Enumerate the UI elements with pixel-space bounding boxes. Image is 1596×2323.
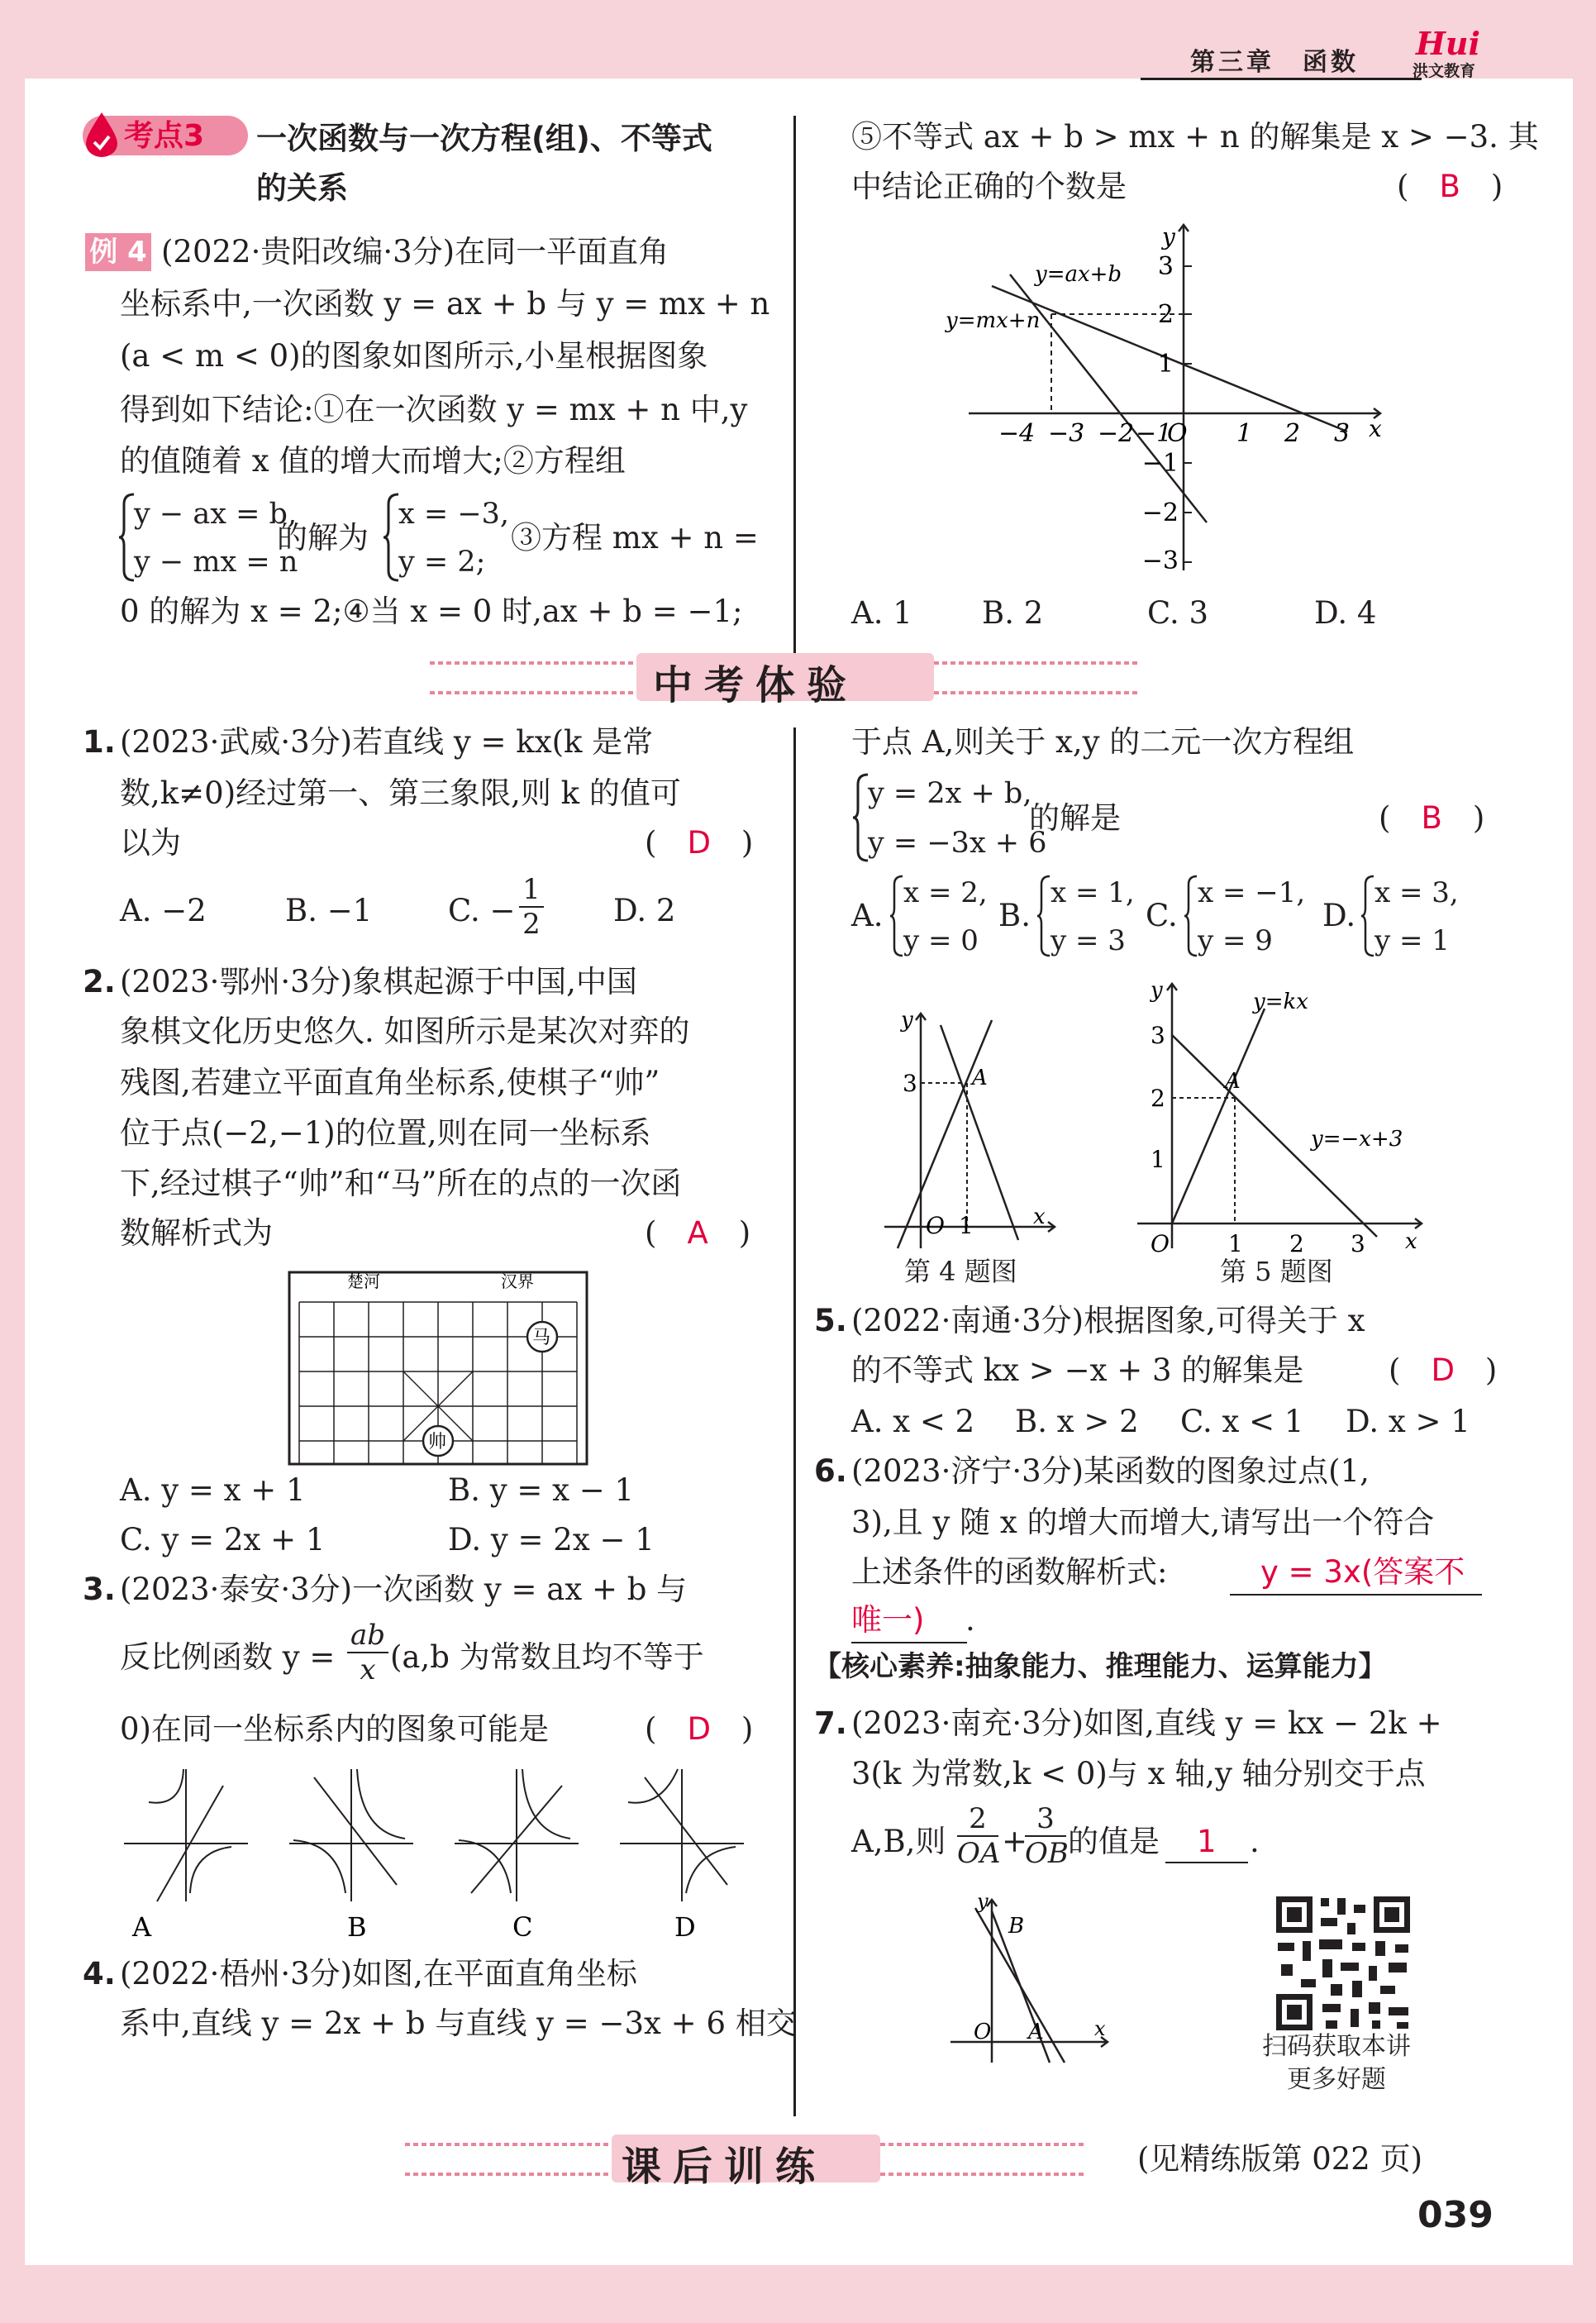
q4-answer: B xyxy=(1421,800,1442,836)
q3-label-b: B xyxy=(347,1911,367,1943)
q4-line1: (2022·梧州·3分)如图,在平面直角坐标 xyxy=(120,1956,637,1991)
q2-option-a[interactable]: A. y = x + 1 xyxy=(120,1472,306,1508)
section2-bar-left xyxy=(405,2143,612,2146)
q7-y-label: y xyxy=(977,1893,989,1913)
publisher-logo xyxy=(1409,23,1500,81)
q1-option-d[interactable]: D. 2 xyxy=(613,893,676,928)
q7-number: 7. xyxy=(814,1705,847,1741)
q6-answer-part2: 唯一) xyxy=(851,1602,925,1638)
ex4-line1: (2022·贵阳改编·3分)在同一平面直角 xyxy=(161,234,669,270)
xtick-2: 2 xyxy=(1284,419,1301,448)
q3-frac xyxy=(347,1619,388,1686)
q1-option-b[interactable]: B. −1 xyxy=(285,893,373,928)
q6-answer-part1: y = 3x(答案不 xyxy=(1260,1554,1465,1590)
q4-option-c-bot: y = 9 xyxy=(1198,924,1273,957)
q5-answer: D xyxy=(1431,1352,1455,1388)
ex4-line3: (a < m < 0)的图象如图所示,小星根据图象 xyxy=(120,338,708,374)
xtick-neg2: −2 xyxy=(1098,419,1135,448)
ytick-neg1: −1 xyxy=(1141,449,1179,478)
q3-label-a: A xyxy=(132,1911,152,1943)
q7-point-b: B xyxy=(1008,1914,1025,1939)
logo-text: Hui xyxy=(1416,25,1480,62)
qr-caption-line2: 更多好题 xyxy=(1287,2065,1386,2094)
q4-option-a-top: x = 2, xyxy=(903,876,988,909)
q7-underline xyxy=(1165,1862,1248,1863)
q7-point-a: A xyxy=(1028,2020,1044,2044)
q2-line2: 象棋文化历史悠久. 如图所示是某次对弈的 xyxy=(120,1014,690,1049)
ex4-option-b[interactable]: B. 2 xyxy=(982,595,1044,631)
chess-board-figure xyxy=(281,1269,595,1467)
graph-q4 xyxy=(860,1000,1058,1257)
q1-frac-num: 1 xyxy=(522,873,541,906)
q5-option-d[interactable]: D. x > 1 xyxy=(1346,1404,1470,1439)
ex4-line5: 的值随着 x 值的增大而增大;②方程组 xyxy=(120,443,626,479)
q2-line3: 残图,若建立平面直角坐标系,使棋子“帅” xyxy=(120,1065,660,1100)
ex4-line4: 得到如下结论:①在一次函数 y = mx + n 中,y xyxy=(120,392,748,427)
q6-number: 6. xyxy=(814,1453,847,1489)
q3-line2b: (a,b 为常数且均不等于 xyxy=(390,1639,704,1675)
section1-bar-right2 xyxy=(934,691,1141,694)
left-pink-band xyxy=(0,0,25,2323)
q4-option-c-letter: C. xyxy=(1146,898,1178,933)
q4-option-b-top: x = 1, xyxy=(1051,876,1135,909)
qr-caption-line1: 扫码获取本讲 xyxy=(1262,2032,1411,2061)
q7-origin: O xyxy=(974,2020,992,2044)
ex4-option-d[interactable]: D. 4 xyxy=(1314,595,1377,631)
q3-label-c: C xyxy=(512,1911,533,1943)
q3-label-d: D xyxy=(674,1911,696,1943)
q5-x-label: x xyxy=(1405,1229,1417,1254)
q4-sys-bot: y = −3x + 6 xyxy=(868,827,1047,860)
q7-frac2 xyxy=(1025,1802,1069,1870)
q2-line5: 下,经过棋子“帅”和“马”所在的点的一次函 xyxy=(120,1166,682,1201)
q6-underline1 xyxy=(1230,1594,1482,1596)
q4-option-b-bot: y = 3 xyxy=(1051,924,1126,957)
q4-y-label: y xyxy=(901,1008,913,1033)
q1-answer-paren: ( D ) xyxy=(645,825,754,861)
ytick-neg2: −2 xyxy=(1141,498,1179,527)
q5-xtick-1: 1 xyxy=(1228,1230,1243,1257)
ex4-sys-tail: ③方程 mx + n = xyxy=(511,520,759,556)
y-label: y xyxy=(1162,223,1175,250)
q5-label-kx: y=kx xyxy=(1253,990,1308,1014)
q4-line2: 系中,直线 y = 2x + b 与直线 y = −3x + 6 相交 xyxy=(120,2006,797,2041)
q5-xtick-3: 3 xyxy=(1351,1230,1365,1257)
section1-bar-right xyxy=(934,661,1141,665)
q2-line6: 数解析式为 xyxy=(120,1215,273,1251)
q1-line3: 以为 xyxy=(120,825,181,861)
q2-option-b[interactable]: B. y = x − 1 xyxy=(448,1472,635,1508)
q5-y-label: y xyxy=(1151,978,1163,1003)
origin-label: O xyxy=(1167,419,1188,448)
q4-option-a-letter: A. xyxy=(851,898,884,933)
label-mx-n: y=mx+n xyxy=(946,308,1041,333)
q3-answer-paren: ( D ) xyxy=(645,1711,754,1747)
river-left: 楚河 xyxy=(347,1271,380,1291)
right-pink-band xyxy=(1573,0,1596,2323)
page-number: 039 xyxy=(1417,2194,1494,2236)
q3-frac-den: x xyxy=(347,1652,388,1686)
section2-bar-right2 xyxy=(880,2173,1087,2176)
q3-graph-options xyxy=(116,1761,760,1943)
piece-shuai: 帅 xyxy=(428,1432,447,1452)
section2-title: 课后训练 xyxy=(622,2144,827,2190)
core-literacy: 【核心素养:抽象能力、推理能力、运算能力】 xyxy=(813,1650,1387,1683)
q1-number: 1. xyxy=(83,724,116,760)
q1-option-c[interactable] xyxy=(448,886,516,936)
topic-title-line1: 一次函数与一次方程(组)、不等式 xyxy=(256,121,712,156)
ex4-option-a[interactable]: A. 1 xyxy=(851,595,912,631)
q4-ytick-3: 3 xyxy=(903,1070,917,1097)
q1-line2: 数,k≠0)经过第一、第三象限,则 k 的值可 xyxy=(120,775,681,811)
q2-option-d[interactable]: D. y = 2x − 1 xyxy=(448,1522,655,1557)
ex4-line8: 中结论正确的个数是 xyxy=(851,169,1127,204)
q4-sys-top: y = 2x + b, xyxy=(868,777,1032,810)
graph-q5 xyxy=(1132,975,1430,1257)
xtick-1: 1 xyxy=(1236,419,1253,448)
graph-q7 xyxy=(942,1893,1116,2067)
q4-option-d-bot: y = 1 xyxy=(1374,924,1450,957)
q5-point-a: A xyxy=(1225,1069,1241,1094)
q2-line1: (2023·鄂州·3分)象棋起源于中国,中国 xyxy=(120,964,637,999)
q4-option-c-brace xyxy=(1183,875,1199,957)
line-neg3x-6 xyxy=(941,1025,1018,1240)
section2-bar-right xyxy=(880,2143,1087,2146)
q4-option-a-bot: y = 0 xyxy=(903,924,979,957)
q3-line3: 0)在同一坐标系内的图象可能是 xyxy=(120,1711,549,1747)
ytick-2: 2 xyxy=(1157,300,1174,329)
q4-x-label: x xyxy=(1033,1204,1046,1229)
q7-plus: + xyxy=(1002,1824,1028,1859)
q5-option-c[interactable]: C. x < 1 xyxy=(1180,1404,1304,1439)
q7-line2: 3(k 为常数,k < 0)与 x 轴,y 轴分别交于点 xyxy=(851,1756,1426,1791)
topic-badge: 考点3 xyxy=(124,119,205,153)
q6-line1: (2023·济宁·3分)某函数的图象过点(1, xyxy=(851,1453,1370,1489)
ex4-sys-right-bot: y = 2; xyxy=(398,546,486,579)
ex4-sys-left-bot: y − mx = n xyxy=(134,546,298,579)
q5-ytick-1: 1 xyxy=(1151,1146,1165,1173)
q7-frac1 xyxy=(957,1802,1001,1870)
ex4-sys-right-top: x = −3, xyxy=(398,498,510,531)
q4-line3: 于点 A,则关于 x,y 的二元一次方程组 xyxy=(851,724,1355,760)
xtick-3: 3 xyxy=(1334,419,1351,448)
ex4-line7: ⑤不等式 ax + b > mx + n 的解集是 x > −3. 其 xyxy=(851,119,1539,155)
q2-answer-paren: ( A ) xyxy=(645,1215,751,1251)
xtick-neg4: −4 xyxy=(998,419,1036,448)
q5-answer-paren: ( D ) xyxy=(1389,1352,1498,1388)
q5-caption: 第 5 题图 xyxy=(1220,1256,1333,1287)
q4-option-d-brace xyxy=(1360,875,1376,957)
q3-line2a: 反比例函数 y = xyxy=(120,1639,336,1675)
q4-option-d-letter: D. xyxy=(1322,898,1356,933)
q5-xtick-2: 2 xyxy=(1289,1230,1304,1257)
q1-option-a[interactable]: A. −2 xyxy=(120,893,207,928)
q7-line1: (2023·南充·3分)如图,直线 y = kx − 2k + xyxy=(851,1705,1442,1741)
q7-answer: 1 xyxy=(1197,1824,1217,1859)
q4-origin: O xyxy=(926,1212,945,1239)
q6-underline2 xyxy=(851,1642,967,1643)
q4-option-d-top: x = 3, xyxy=(1374,876,1459,909)
q4-sys-tail: 的解是 xyxy=(1029,800,1121,836)
q4-number: 4. xyxy=(83,1956,116,1991)
q5-ytick-2: 2 xyxy=(1151,1085,1165,1112)
q4-option-a-brace xyxy=(889,875,905,957)
q7-frac2-den: OB xyxy=(1025,1837,1069,1870)
q7-frac1-num: 2 xyxy=(969,1802,987,1835)
q2-number: 2. xyxy=(83,964,116,999)
q7-frac2-num: 3 xyxy=(1036,1802,1055,1835)
q5-option-b[interactable]: B. x > 2 xyxy=(1015,1404,1139,1439)
q4-answer-paren: ( B ) xyxy=(1379,800,1485,836)
q6-tail: . xyxy=(965,1602,975,1638)
graph-example4 xyxy=(934,215,1397,579)
ex4-answer-paren: ( B ) xyxy=(1397,169,1503,204)
q5-line2: 的不等式 kx > −x + 3 的解集是 xyxy=(851,1352,1304,1388)
q4-point-a: A xyxy=(972,1066,988,1090)
q7-line3b: 的值是 xyxy=(1068,1824,1160,1859)
label-ax-b: y=ax+b xyxy=(1035,262,1122,287)
river-right: 汉界 xyxy=(501,1271,534,1291)
example-tag: 例 4 xyxy=(85,233,151,271)
xtick-neg1: −1 xyxy=(1136,419,1173,448)
line-2x-b xyxy=(898,1020,992,1248)
line-kx xyxy=(1172,1009,1265,1224)
ytick-neg3: −3 xyxy=(1141,546,1179,575)
piece-ma: 马 xyxy=(532,1328,551,1348)
q5-line1: (2022·南通·3分)根据图象,可得关于 x xyxy=(851,1303,1365,1338)
section1-title: 中考体验 xyxy=(653,662,859,708)
q3-frac-num: ab xyxy=(350,1619,386,1652)
q1-option-c-frac xyxy=(519,873,544,941)
q6-line2: 3),且 y 随 x 的增大而增大,请写出一个符合 xyxy=(851,1505,1435,1540)
ytick-3: 3 xyxy=(1157,252,1174,281)
ex4-option-c[interactable]: C. 3 xyxy=(1147,595,1209,631)
q3-line1: (2023·泰安·3分)一次函数 y = ax + b 与 xyxy=(120,1572,688,1607)
x-label: x xyxy=(1369,415,1382,442)
q1-line1: (2023·武威·3分)若直线 y = kx(k 是常 xyxy=(120,724,654,760)
logo-subtitle: 洪文教育 xyxy=(1413,62,1476,80)
q7-line3a: A,B,则 xyxy=(851,1824,946,1859)
ex4-sys-left-top: y − ax = b, xyxy=(134,498,298,531)
qr-code[interactable] xyxy=(1273,1893,1413,2034)
q3-number: 3. xyxy=(83,1572,116,1607)
q2-line4: 位于点(−2,−1)的位置,则在同一坐标系 xyxy=(120,1115,651,1151)
q1-option-c-label: C. − xyxy=(448,893,516,928)
q5-option-a[interactable]: A. x < 2 xyxy=(851,1404,975,1439)
section1-bar-left xyxy=(430,661,636,665)
q5-origin: O xyxy=(1151,1230,1170,1257)
ex4-sys-mid: 的解为 xyxy=(277,520,369,556)
chapter-title: 第三章 函数 xyxy=(1190,48,1359,77)
column-divider-main xyxy=(793,727,796,2116)
ex4-answer: B xyxy=(1439,169,1460,204)
q2-option-c[interactable]: C. y = 2x + 1 xyxy=(120,1522,326,1557)
ex4-line2: 坐标系中,一次函数 y = ax + b 与 y = mx + n xyxy=(120,286,770,322)
q7-tail: . xyxy=(1250,1824,1260,1859)
q3-answer: D xyxy=(687,1711,711,1747)
section2-bar-left2 xyxy=(405,2173,612,2176)
q4-option-b-letter: B. xyxy=(998,898,1031,933)
xtick-neg3: −3 xyxy=(1048,419,1085,448)
q7-x-label: x xyxy=(1094,2017,1106,2040)
q4-option-b-brace xyxy=(1036,875,1052,957)
section2-note: (见精练版第 022 页) xyxy=(1137,2141,1423,2177)
section1-bar-left2 xyxy=(430,691,636,694)
q5-ytick-3: 3 xyxy=(1151,1022,1165,1049)
bottom-pink-band xyxy=(0,2265,1596,2323)
q7-frac1-den: OA xyxy=(957,1837,1001,1870)
drop-icon xyxy=(83,109,121,159)
ex4-line6: 0 的解为 x = 2;④当 x = 0 时,ax + b = −1; xyxy=(120,594,743,629)
topic-title-line2: 的关系 xyxy=(256,170,348,206)
q4-caption: 第 4 题图 xyxy=(904,1256,1017,1287)
q6-line3: 上述条件的函数解析式: xyxy=(851,1554,1168,1590)
q1-frac-den: 2 xyxy=(519,906,544,941)
q1-answer: D xyxy=(687,825,711,861)
q5-label-neg-x-3: y=−x+3 xyxy=(1311,1127,1403,1152)
q5-number: 5. xyxy=(814,1303,847,1338)
q4-option-c-top: x = −1, xyxy=(1198,876,1306,909)
q4-xtick-1: 1 xyxy=(959,1212,974,1239)
column-divider-top xyxy=(793,116,796,678)
q2-answer: A xyxy=(687,1215,708,1251)
ytick-1: 1 xyxy=(1157,350,1174,379)
